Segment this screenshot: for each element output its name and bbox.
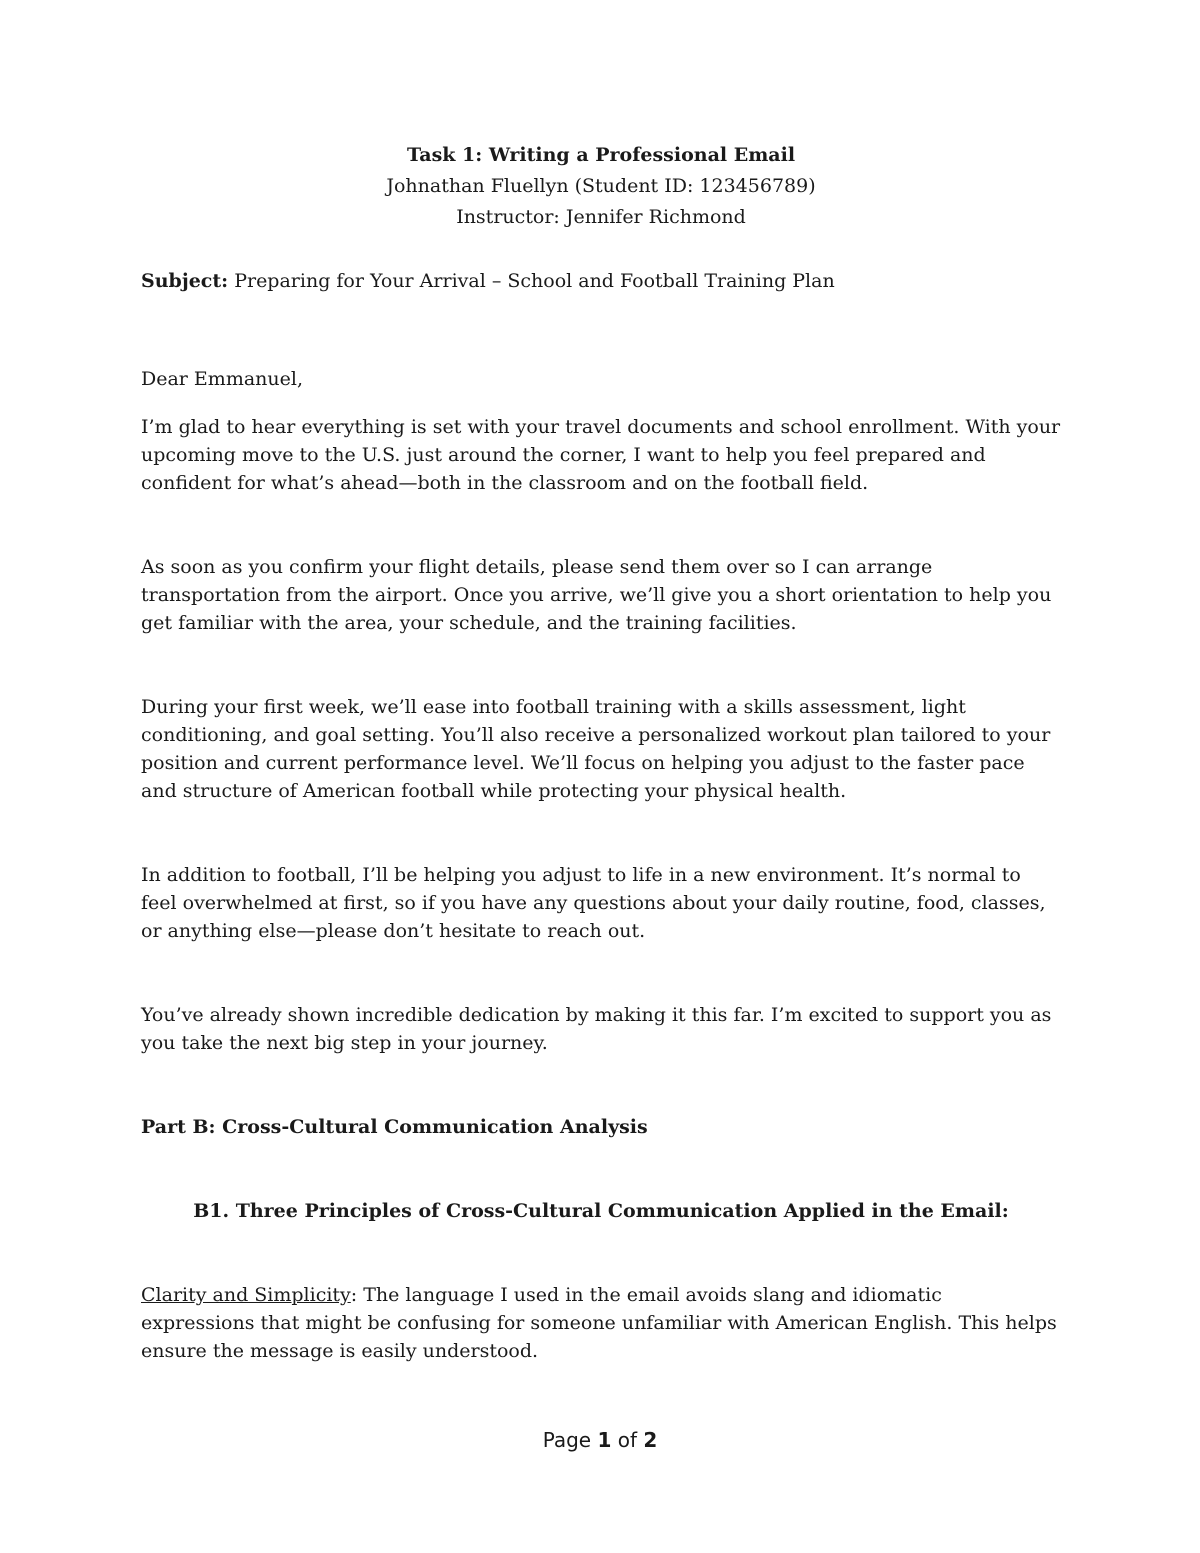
email-paragraph: In addition to football, I’ll be helping you adjust to life in a new environment. It’s normal to feel overwhelmed at first, so if you have any questions about your daily routine, food, classes, or anything else—please don’t hesitate to reach out. <box>141 864 1046 942</box>
document-title: Task 1: Writing a Professional Email <box>406 144 796 166</box>
part-b-heading: Part B: Cross-Cultural Communication Analysis <box>141 1116 648 1138</box>
page-footer <box>0 1426 1200 1454</box>
page-total: 2 <box>643 1428 658 1452</box>
subject-label: Subject: <box>141 270 229 292</box>
principle-text: : The language I used in the email avoids slang and idiomatic expressions that might be confusing for someone unfamiliar with American English. This helps ensure the message is easily understood. <box>141 1284 1057 1362</box>
student-line: Johnathan Fluellyn (Student ID: 123456789) <box>386 175 816 197</box>
email-paragraph: As soon as you confirm your flight details, please send them over so I can arrange transportation from the airport. Once you arrive, we’ll give you a short orientation to help you get familiar with the area, your schedule, and the training facilities. <box>141 556 1052 634</box>
page-word: Page <box>542 1428 598 1452</box>
email-greeting: Dear Emmanuel, <box>141 368 303 390</box>
email-subject <box>141 267 1061 295</box>
principle-paragraph <box>141 1281 1061 1365</box>
principle-label: Clarity and Simplicity <box>141 1284 351 1306</box>
email-paragraph: During your first week, we’ll ease into football training with a skills assessment, light conditioning, and goal setting. You’ll also receive a personalized workout plan tailored to your position and current performance level. We’ll focus on helping you adjust to the faster pace and structure of American football while protecting your physical health. <box>141 696 1051 802</box>
email-paragraph: You’ve already shown incredible dedication by making it this far. I’m excited to support you as you take the next big step in your journey. <box>141 1004 1052 1054</box>
subject-text: Preparing for Your Arrival – School and Football Training Plan <box>228 270 835 292</box>
instructor-line: Instructor: Jennifer Richmond <box>456 206 746 228</box>
page-current: 1 <box>597 1428 612 1452</box>
b1-heading: B1. Three Principles of Cross-Cultural Communication Applied in the Email: <box>193 1200 1009 1222</box>
document-body <box>141 140 1061 1365</box>
title-block <box>141 140 1061 233</box>
email-paragraph: I’m glad to hear everything is set with your travel documents and school enrollment. With your upcoming move to the U.S. just around the corner, I want to help you feel prepared and confident for what’s ahead—both in the classroom and on the football field. <box>141 416 1061 494</box>
of-word: of <box>611 1428 644 1452</box>
